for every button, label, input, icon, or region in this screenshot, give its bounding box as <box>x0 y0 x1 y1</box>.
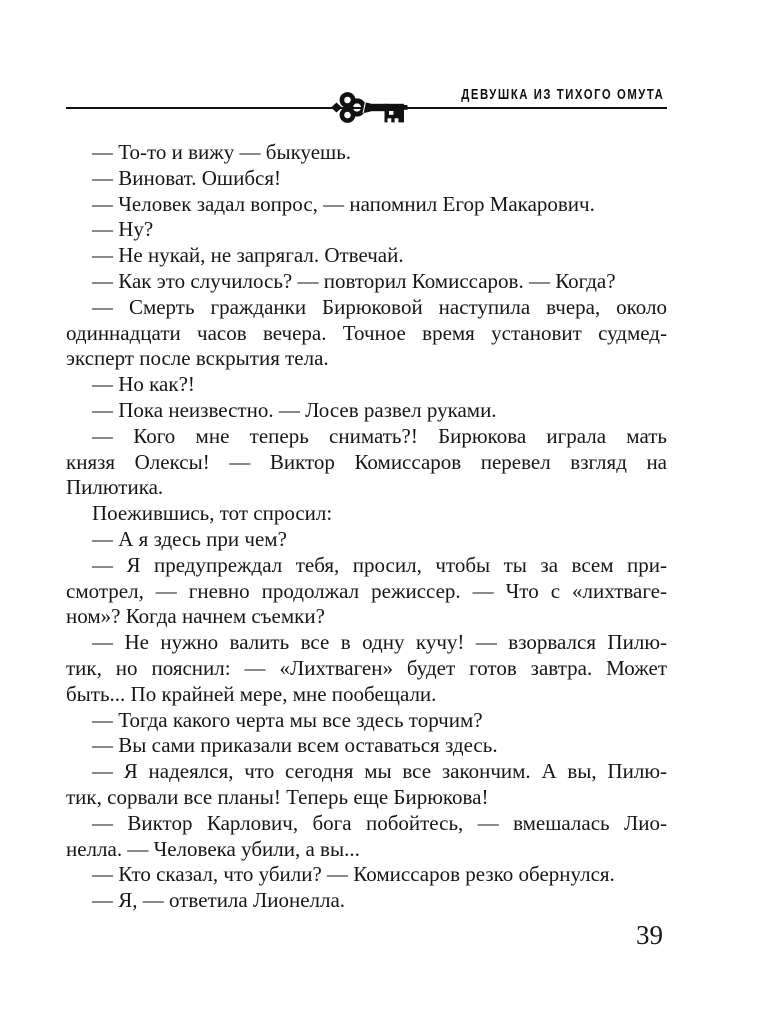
text-line: тик, но пояснил: — «Лихтваген» будет готов завтра. Может <box>66 655 667 680</box>
text-line: — Не нукай, не запрягал. Отвечай. <box>92 243 404 268</box>
text-line: — Я предупреждал тебя, просил, чтобы ты за всем при- <box>92 552 667 577</box>
running-title: ДЕВУШКА ИЗ ТИХОГО ОМУТА <box>460 87 664 103</box>
page-number: 39 <box>636 920 663 950</box>
text-line: — Я, — ответила Лионелла. <box>92 888 346 913</box>
text-line: — Но как?! <box>92 372 195 397</box>
text-line: — Вы сами приказали всем оставаться здесь. <box>92 733 498 758</box>
key-ornament-icon <box>331 92 409 128</box>
text-line: быть... По крайней мере, мне пообещали. <box>66 681 437 706</box>
text-line: — Я надеялся, что сегодня мы все закончим. А вы, Пилю- <box>92 759 667 784</box>
text-line: — То-то и вижу — быкуешь. <box>92 140 352 164</box>
text-line: — Как это случилось? — повторил Комиссаров. — Когда? <box>92 268 616 293</box>
text-line: смотрел, — гневно продолжал режиссер. — Что с «лихтваге- <box>66 578 667 603</box>
text-line: ном»? Когда начнем съемки? <box>66 604 325 629</box>
text-line: — Пока неизвестно. — Лосев развел руками. <box>92 397 497 422</box>
text-line: князя Олексы! — Виктор Комиссаров перевел взгляд на <box>66 449 667 474</box>
text-line: — Ну? <box>92 217 154 242</box>
text-line: — Человек задал вопрос, — напомнил Егор Макарович. <box>92 191 595 216</box>
text-line: одиннадцати часов вечера. Точное время установит судмед- <box>66 320 667 345</box>
text-line: Пилютика. <box>66 475 164 500</box>
text-line: — Кто сказал, что убили? — Комиссаров резко обернулся. <box>92 862 615 887</box>
text-line: — Кого мне теперь снимать?! Бирюкова играла мать <box>92 423 667 448</box>
text-line: нелла. — Человека убили, а вы... <box>66 836 360 861</box>
text-line: — Не нужно валить все в одну кучу! — взорвался Пилю- <box>92 630 667 655</box>
text-line: — Виноват. Ошибся! <box>92 165 281 190</box>
text-line: — Тогда какого черта мы все здесь торчим? <box>92 707 483 732</box>
text-line: — Виктор Карлович, бога побойтесь, — вмешалась Лио- <box>92 810 667 835</box>
text-line: тик, сорвали все планы! Теперь еще Бирюкова! <box>66 784 489 809</box>
body-text <box>66 140 667 914</box>
text-line: — Смерть гражданки Бирюковой наступила вчера, около <box>92 294 667 319</box>
text-line: Поежившись, тот спросил: <box>92 501 333 526</box>
text-line: эксперт после вскрытия тела. <box>66 346 329 371</box>
text-line: — А я здесь при чем? <box>92 526 287 551</box>
